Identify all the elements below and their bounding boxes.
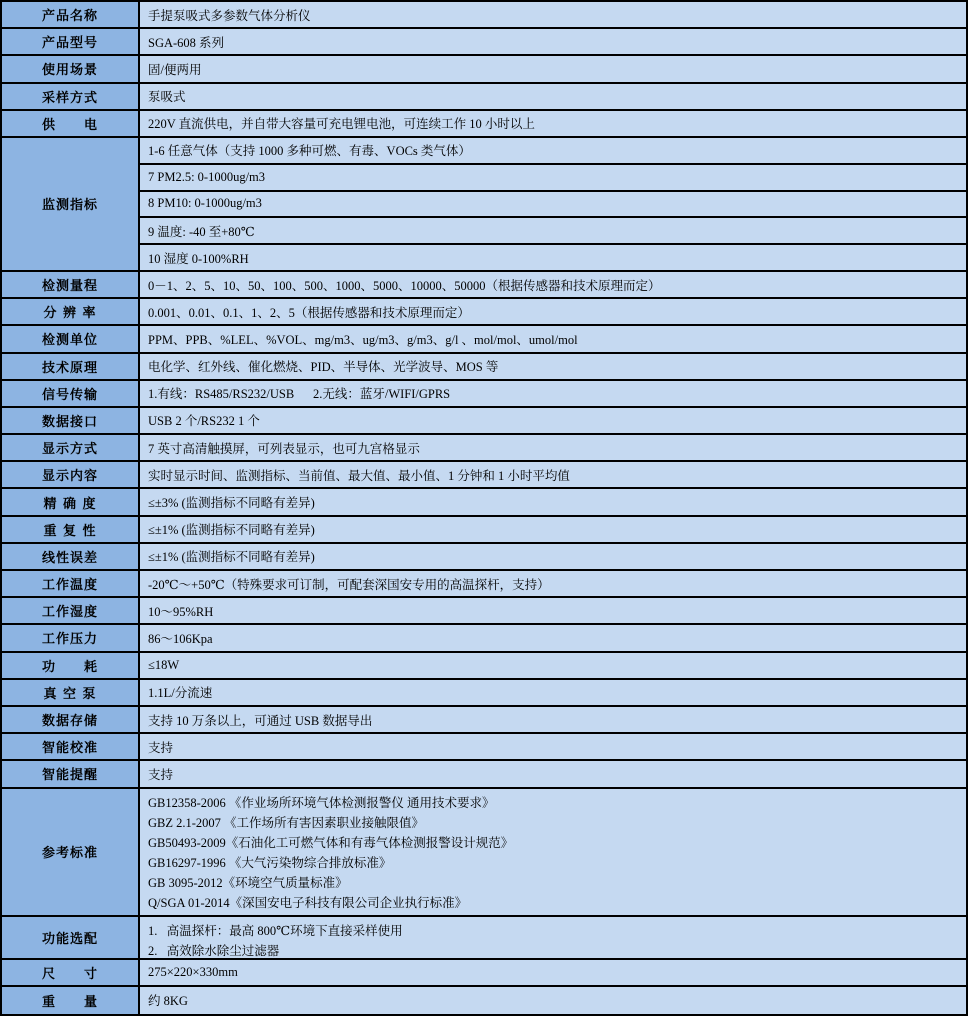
row-value: -20℃～+50℃（特殊要求可订制，可配套深国安专用的高温探杆，支持） [140, 571, 966, 596]
row-value: 86～106Kpa [140, 625, 966, 650]
row-smart-calibration [2, 734, 966, 761]
row-working-humidity [2, 598, 966, 625]
row-label: 工作湿度 [2, 598, 140, 623]
reference-standard-item: GB12358-2006 《作业场所环境气体检测报警仪 通用技术要求》 [148, 795, 495, 810]
row-label: 工作温度 [2, 571, 140, 596]
monitoring-indicator-item: 8 PM10: 0-1000ug/m3 [140, 192, 966, 219]
row-detection-unit [2, 326, 966, 353]
row-label: 采样方式 [2, 84, 140, 109]
row-label: 智能校准 [2, 734, 140, 759]
row-value: ≤±1% (监测指标不同略有差异) [140, 544, 966, 569]
row-label: 功能选配 [2, 917, 140, 958]
reference-standard-item: GB50493-2009《石油化工可燃气体和有毒气体检测报警设计规范》 [148, 835, 514, 850]
reference-standard-item: Q/SGA 01-2014《深国安电子科技有限公司企业执行标准》 [148, 895, 468, 910]
monitoring-indicator-item: 1-6 任意气体（支持 1000 多种可燃、有毒、VOCs 类气体） [140, 138, 966, 165]
row-value: 7 英寸高清触摸屏，可列表显示，也可九宫格显示 [140, 435, 966, 460]
row-value: 约 8KG [140, 987, 966, 1014]
row-label: 重 量 [2, 987, 140, 1014]
row-data-interface [2, 408, 966, 435]
row-power-supply [2, 111, 966, 138]
row-label: 检测单位 [2, 326, 140, 351]
row-value: 泵吸式 [140, 84, 966, 109]
row-value: 0.001、0.01、0.1、1、2、5（根据传感器和技术原理而定） [140, 299, 966, 324]
row-working-temperature [2, 571, 966, 598]
row-label: 工作压力 [2, 625, 140, 650]
row-value: 电化学、红外线、催化燃烧、PID、半导体、光学波导、MOS 等 [140, 354, 966, 379]
row-product-name [2, 2, 966, 29]
row-value: ≤±3% (监测指标不同略有差异) [140, 489, 966, 514]
row-vacuum-pump [2, 680, 966, 707]
row-working-pressure [2, 625, 966, 652]
reference-standard-item: GB 3095-2012《环境空气质量标准》 [148, 875, 348, 890]
row-value: SGA-608 系列 [140, 29, 966, 54]
row-value: 275×220×330mm [140, 960, 966, 985]
row-label: 线性误差 [2, 544, 140, 569]
row-value: ≤±1% (监测指标不同略有差异) [140, 517, 966, 542]
row-dimensions [2, 960, 966, 987]
row-value: 支持 [140, 761, 966, 786]
row-resolution [2, 299, 966, 326]
row-label: 显示内容 [2, 462, 140, 487]
reference-standard-list [140, 789, 966, 915]
row-label: 功 耗 [2, 653, 140, 678]
row-label: 产品型号 [2, 29, 140, 54]
row-value: 1.1L/分流速 [140, 680, 966, 705]
row-label: 智能提醒 [2, 761, 140, 786]
reference-standard-item: GB16297-1996 《大气污染物综合排放标准》 [148, 855, 392, 870]
row-value: USB 2 个/RS232 1 个 [140, 408, 966, 433]
row-display-content [2, 462, 966, 489]
row-value: 支持 [140, 734, 966, 759]
monitoring-indicator-list [140, 138, 966, 270]
row-label: 检测量程 [2, 272, 140, 297]
row-value: 手提泵吸式多参数气体分析仪 [140, 2, 966, 27]
row-detection-range [2, 272, 966, 299]
row-value: 0－1、2、5、10、50、100、500、1000、5000、10000、50000（根据传感器和技术原理而定） [140, 272, 966, 297]
row-display-mode [2, 435, 966, 462]
optional-function-item: 2. 高效除水除尘过滤器 [148, 943, 280, 958]
row-label: 参考标准 [2, 789, 140, 915]
row-value: 10～95%RH [140, 598, 966, 623]
row-data-storage [2, 707, 966, 734]
row-value: 实时显示时间、监测指标、当前值、最大值、最小值、1 分钟和 1 小时平均值 [140, 462, 966, 487]
row-label: 重 复 性 [2, 517, 140, 542]
row-usage-scenario [2, 56, 966, 83]
row-value: 支持 10 万条以上，可通过 USB 数据导出 [140, 707, 966, 732]
row-value: 固/便两用 [140, 56, 966, 81]
monitoring-indicator-item: 10 湿度 0-100%RH [140, 245, 966, 270]
row-label: 产品名称 [2, 2, 140, 27]
row-value: ≤18W [140, 653, 966, 678]
row-accuracy [2, 489, 966, 516]
row-label: 数据存储 [2, 707, 140, 732]
row-sampling-method [2, 84, 966, 111]
row-label: 真 空 泵 [2, 680, 140, 705]
row-power-consumption [2, 653, 966, 680]
row-label: 供 电 [2, 111, 140, 136]
row-label: 数据接口 [2, 408, 140, 433]
row-linearity-error [2, 544, 966, 571]
row-reference-standards [2, 789, 966, 917]
row-value: 220V 直流供电，并自带大容量可充电锂电池，可连续工作 10 小时以上 [140, 111, 966, 136]
row-label: 监测指标 [2, 138, 140, 270]
monitoring-indicator-item: 9 温度: -40 至+80℃ [140, 218, 966, 245]
row-label: 显示方式 [2, 435, 140, 460]
optional-function-list [140, 917, 966, 958]
row-product-model [2, 29, 966, 56]
row-optional-functions [2, 917, 966, 960]
row-label: 尺 寸 [2, 960, 140, 985]
monitoring-indicator-item: 7 PM2.5: 0-1000ug/m3 [140, 165, 966, 192]
row-monitoring-indicators [2, 138, 966, 272]
row-smart-reminder [2, 761, 966, 788]
row-value: 1.有线：RS485/RS232/USB 2.无线：蓝牙/WIFI/GPRS [140, 381, 966, 406]
row-signal-transmission [2, 381, 966, 408]
row-label: 使用场景 [2, 56, 140, 81]
row-repeatability [2, 517, 966, 544]
row-label: 技术原理 [2, 354, 140, 379]
row-label: 分 辨 率 [2, 299, 140, 324]
row-label: 信号传输 [2, 381, 140, 406]
row-technical-principle [2, 354, 966, 381]
optional-function-item: 1. 高温探杆：最高 800℃环境下直接采样使用 [148, 923, 403, 938]
row-value: PPM、PPB、%LEL、%VOL、mg/m3、ug/m3、g/m3、g/l 、mol/mol、umol/mol [140, 326, 966, 351]
reference-standard-item: GBZ 2.1-2007 《工作场所有害因素职业接触限值》 [148, 815, 425, 830]
row-label: 精 确 度 [2, 489, 140, 514]
